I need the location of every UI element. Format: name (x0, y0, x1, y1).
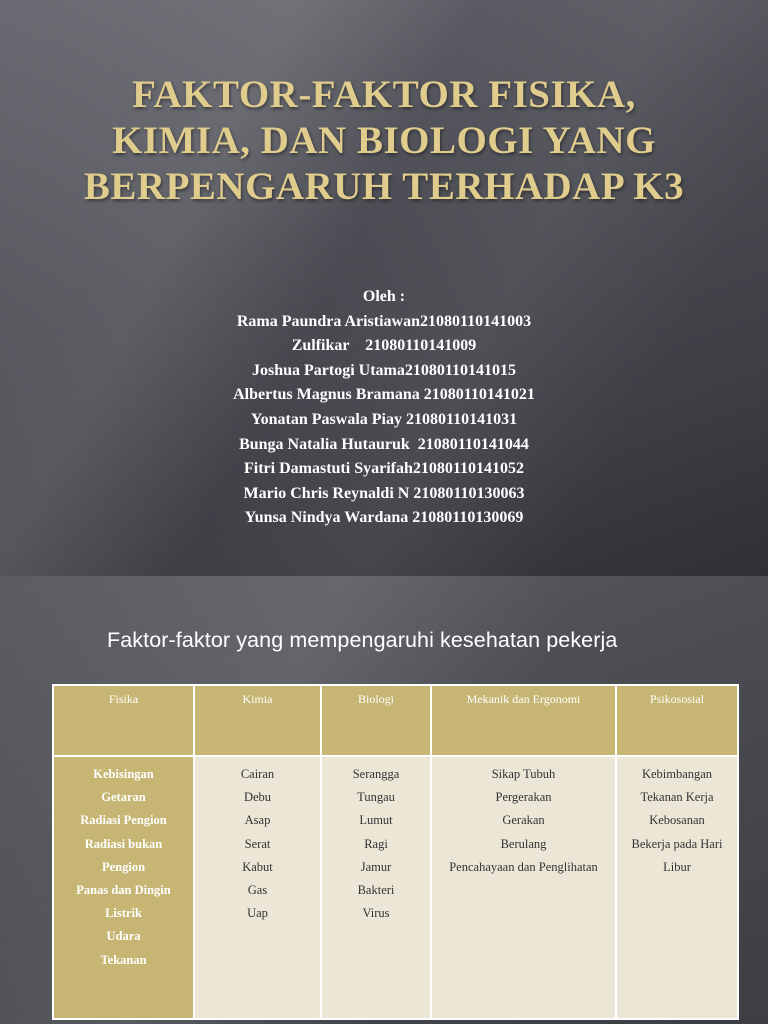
cell-biologi (321, 756, 431, 1019)
title-line: FAKTOR-FAKTOR FISIKA, (132, 73, 636, 116)
table-row (53, 756, 738, 1019)
cell-item: Panas dan Dingin (76, 883, 171, 898)
cell-mekanik-ergonomi (431, 756, 616, 1019)
table-header-row (53, 685, 738, 756)
cell-kimia (194, 756, 321, 1019)
table-slide (0, 576, 768, 1024)
column-header-biologi: Biologi (321, 685, 431, 756)
title-line: KIMIA, DAN BIOLOGI YANG (112, 119, 656, 162)
cell-item: Asap (244, 813, 271, 828)
cell-item: Radiasi Pengion (80, 813, 167, 828)
author-list (0, 285, 768, 531)
cell-item: Lumut (359, 813, 393, 828)
cell-item: Gas (247, 883, 268, 898)
cell-item: Kebisingan (93, 767, 154, 781)
author-line: Yunsa Nindya Wardana 21080110130069 (244, 509, 524, 527)
cell-item: Radiasi bukan (84, 836, 163, 851)
cell-item: Getaran (101, 790, 146, 805)
cell-item: Tekanan Kerja (640, 790, 714, 805)
cell-item: Berulang (500, 836, 547, 851)
author-line: Bunga Natalia Hutauruk 21080110141044 (239, 435, 529, 453)
cell-item: Bekerja pada Hari (631, 836, 723, 851)
factor-table (52, 684, 739, 1020)
column-header-fisika: Fisika (53, 685, 194, 756)
slide-subtitle: Faktor-faktor yang mempengaruhi kesehatan pekerja (107, 628, 618, 652)
cell-item: Virus (362, 906, 390, 921)
cell-item: Pencahayaan dan Penglihatan (449, 859, 598, 874)
cell-item: Debu (243, 790, 272, 805)
cell-item: Kabut (242, 859, 273, 874)
column-header-psikososial: Psikososial (616, 685, 738, 756)
column-header-kimia: Kimia (194, 685, 321, 756)
cell-item: Sikap Tubuh (491, 767, 556, 781)
cell-item: Serat (244, 836, 271, 851)
cell-item: Ragi (364, 836, 388, 851)
author-line: Yonatan Paswala Piay 21080110141031 (250, 410, 518, 428)
cell-item: Jamur (360, 859, 392, 874)
author-line: Rama Paundra Aristiawan21080110141003 (236, 312, 532, 330)
cell-item: Pengion (101, 859, 146, 874)
author-line: Albertus Magnus Bramana 21080110141021 (233, 386, 535, 404)
author-line: Mario Chris Reynaldi N 21080110130063 (243, 484, 525, 502)
cell-item: Serangga (352, 767, 400, 781)
author-line: Joshua Partogi Utama21080110141015 (252, 361, 516, 379)
cell-item: Pergerakan (495, 790, 552, 805)
author-line: Fitri Damastuti Syarifah21080110141052 (244, 460, 524, 478)
cell-item: Gerakan (502, 813, 545, 828)
cell-item: Kebosanan (649, 813, 705, 828)
cell-item: Cairan (240, 767, 275, 781)
slide-title (30, 72, 738, 210)
cell-item: Uap (247, 906, 268, 921)
cell-fisika (53, 756, 194, 1019)
cell-item: Bakteri (357, 883, 395, 898)
title-line: BERPENGARUH TERHADAP K3 (83, 165, 685, 208)
cell-psikososial (616, 756, 738, 1019)
cell-item: Libur (663, 859, 691, 874)
cell-item: Tungau (357, 790, 395, 805)
author-heading: Oleh : (362, 288, 406, 305)
column-header-mekanik-ergonomi: Mekanik dan Ergonomi (431, 685, 616, 756)
author-line: Zulfikar 21080110141009 (291, 337, 477, 355)
cell-item: Listrik (105, 906, 142, 921)
cell-item: Kebimbangan (641, 767, 713, 781)
cell-item: Tekanan (100, 952, 147, 967)
cell-item: Udara (106, 929, 141, 944)
